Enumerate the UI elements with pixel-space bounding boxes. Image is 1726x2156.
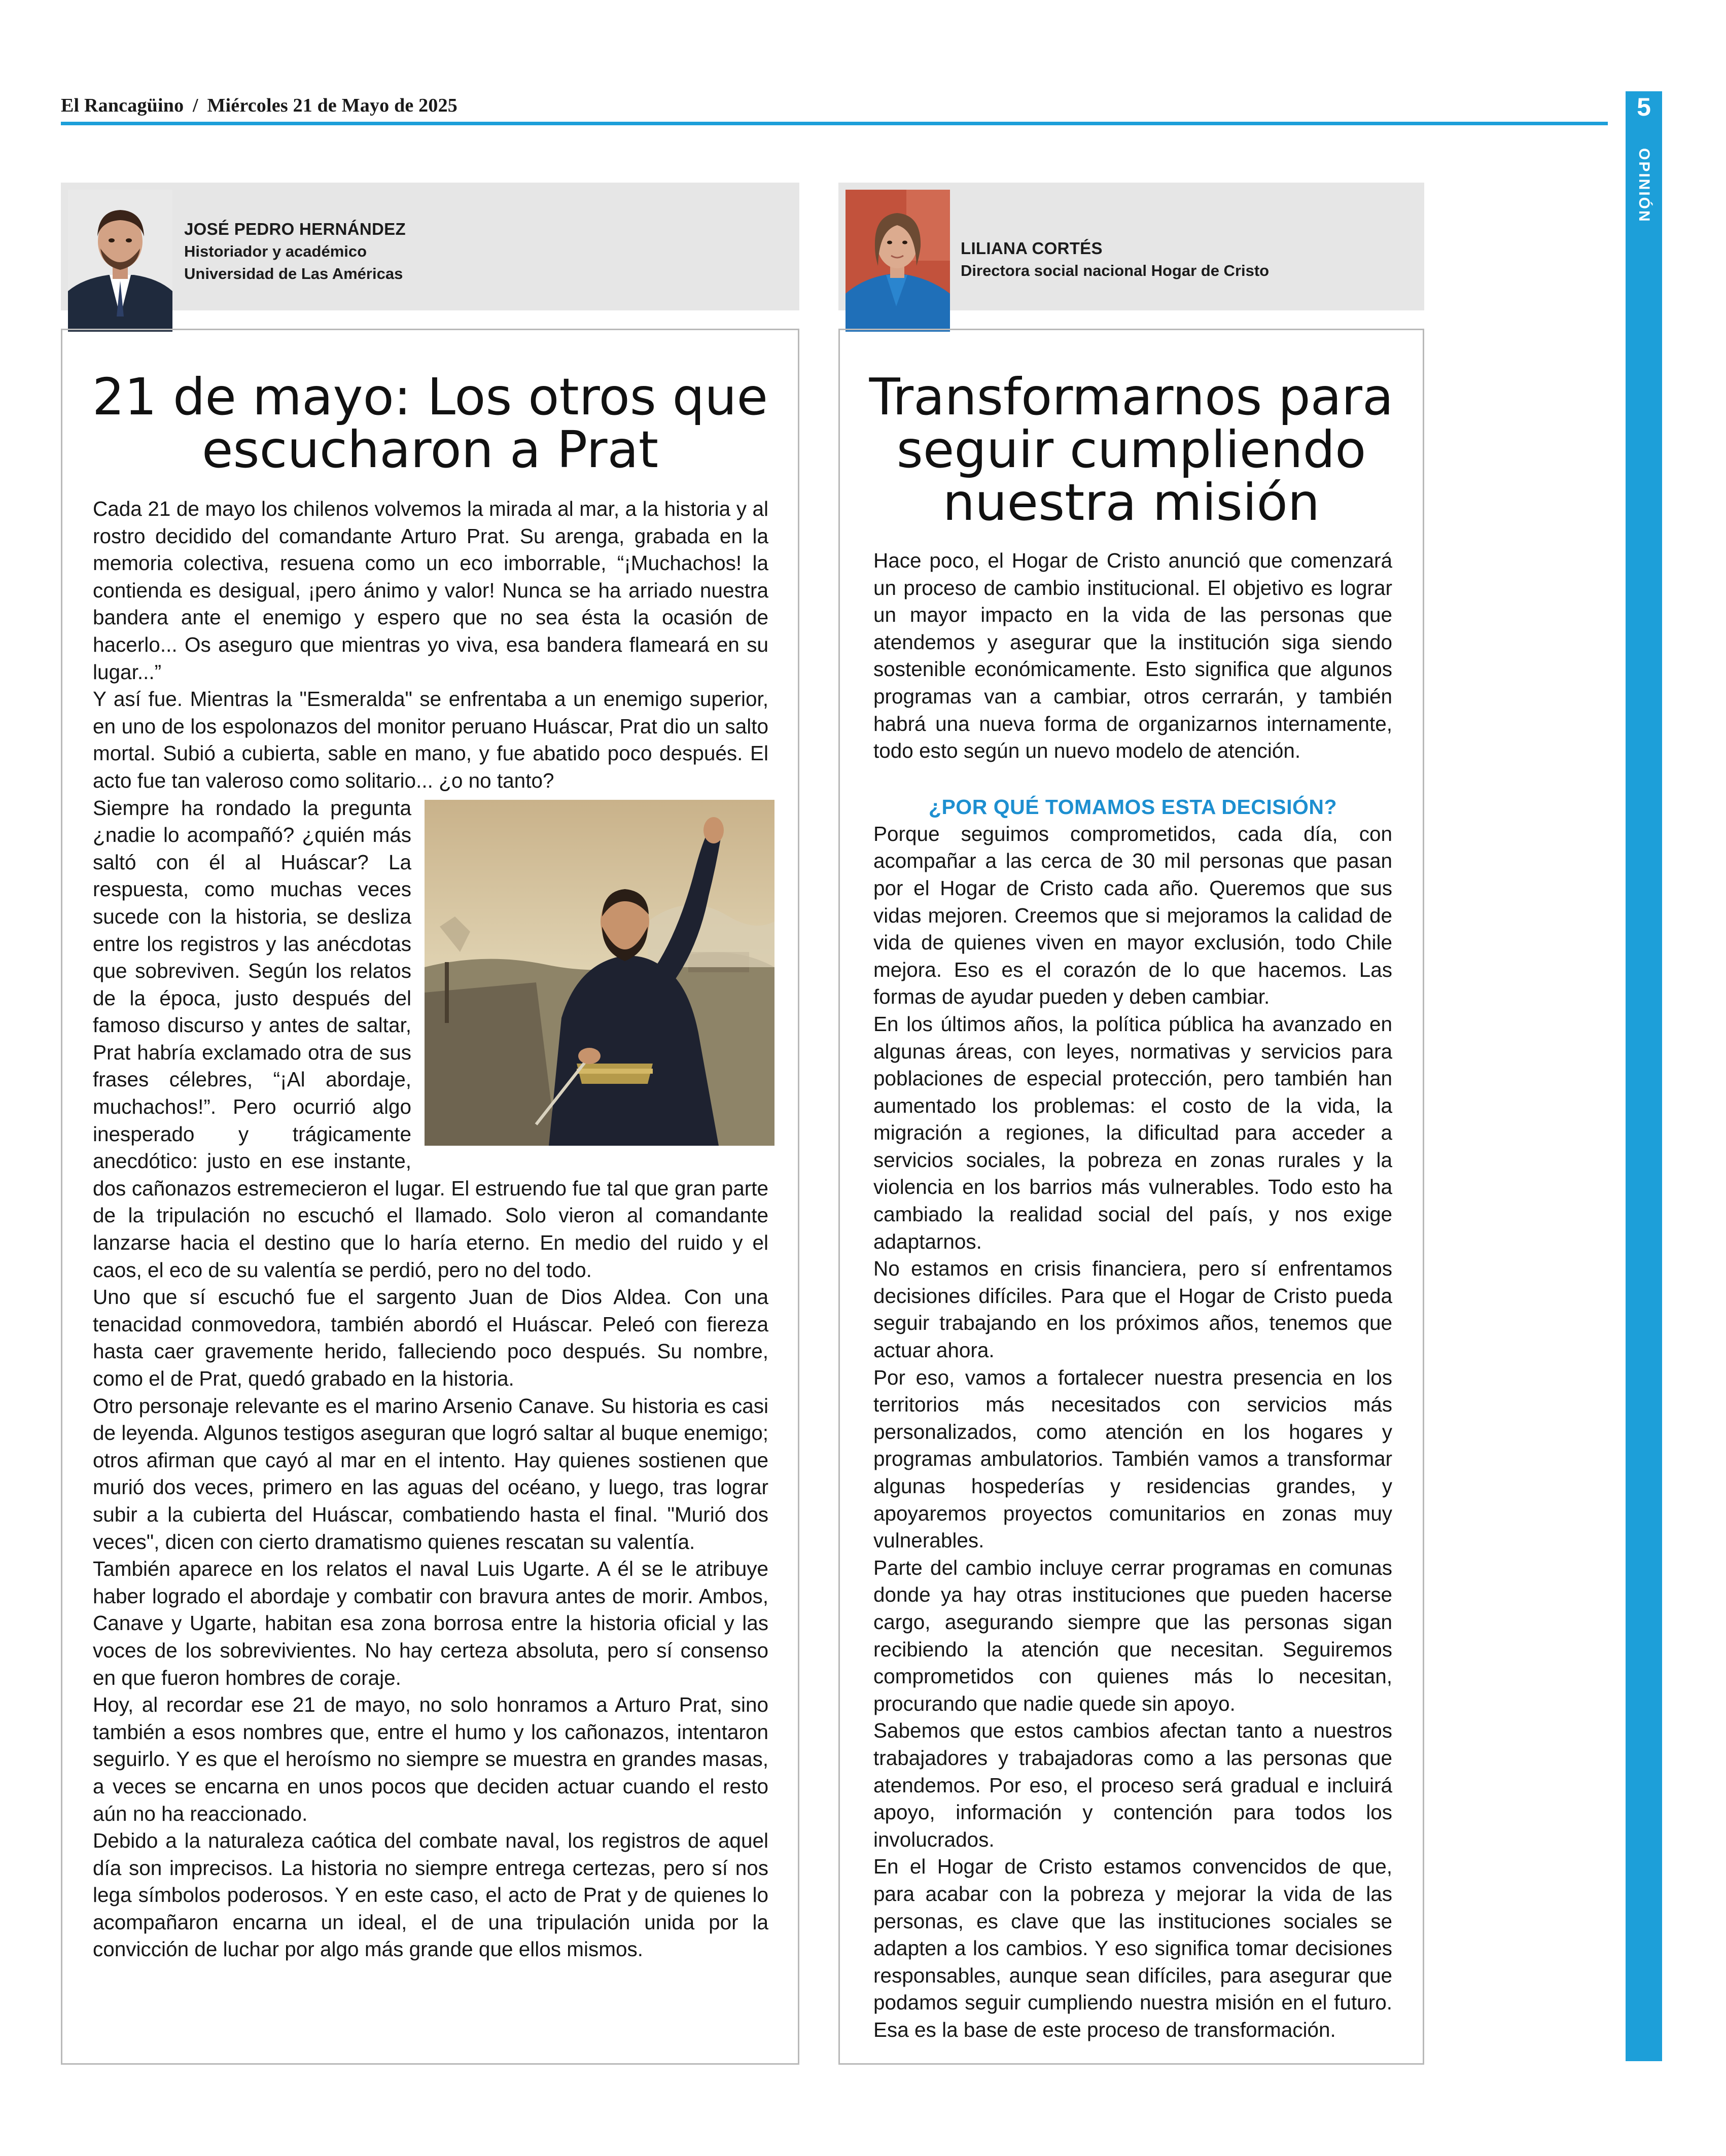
article-body: [840, 547, 1423, 2043]
section-side-bar: [1626, 91, 1662, 2061]
issue-date: Miércoles 21 de Mayo de 2025: [207, 95, 457, 116]
author-photo: [846, 190, 950, 332]
article-headline: 21 de mayo: Los otros que escucharon a Prat: [92, 367, 768, 479]
section-label: OPINIÓN: [1636, 148, 1652, 223]
author-credit: [961, 237, 1269, 282]
article-paragraph: Otro personaje relevante es el marino Arsenio Canave. Su historia es casi de leyenda. Algunos testigos aseguran que logró saltar al buque enemigo; otros afirman que cayó al mar en el intento. Hay quienes sostienen que murió dos veces, primero en las aguas del océano, y luego, tras lograr subir a la cubierta del Huáscar, combatiendo hasta el final. "Murió dos veces", dicen con cierto dramatismo quienes rescatan su valentía.: [93, 1394, 768, 1553]
author-role: Historiador y académico: [184, 242, 367, 260]
author-name: JOSÉ PEDRO HERNÁNDEZ: [184, 220, 406, 238]
newspaper-name: El Rancagüino: [61, 95, 184, 116]
article-paragraph: No estamos en crisis financiera, pero sí enfrentamos decisiones difíciles. Para que el Hogar de Cristo pueda seguir trabajando en los próximos años, tenemos que actuar ahora.: [873, 1257, 1392, 1362]
masthead: [61, 94, 457, 117]
article-paragraph: Y así fue. Mientras la "Esmeralda" se enfrentaba a un enemigo superior, en uno de los espolonazos del monitor peruano Huáscar, Prat dio un salto mortal. Subió a cubierta, sable en mano, y fue abatido poco después. El acto fue tan valeroso como solitario... ¿o no tanto?: [93, 687, 768, 792]
article-subhead: ¿POR QUÉ TOMAMOS ESTA DECISIÓN?: [928, 795, 1337, 819]
article-paragraph: También aparece en los relatos el naval Luis Ugarte. A él se le atribuye haber logrado el abordaje y combatir con bravura antes de morir. Ambos, Canave y Ugarte, habitan esa zona borrosa entre la historia oficial y las voces de los sobrevivientes. No hay certeza absoluta, pero sí consenso en que fueron hombres de coraje.: [93, 1557, 768, 1689]
left-opinion-column: [61, 183, 799, 1961]
right-opinion-column: [838, 183, 1424, 2041]
masthead-separator: /: [192, 95, 198, 116]
article-headline: Transformarnos para seguir cumpliendo nuestra misión: [869, 367, 1394, 532]
article-body: [62, 496, 798, 1963]
article-paragraph: Uno que sí escuchó fue el sargento Juan de Dios Aldea. Con una tenacidad conmovedora, también abordó el Huáscar. Peleó con fiereza hasta caer gravemente herido, falleciendo poco después. Su nombre, como el de Prat, quedó grabado en la historia.: [93, 1285, 768, 1390]
author-credit: [184, 218, 406, 285]
article-paragraph: Siempre ha rondado la pregunta ¿nadie lo acompañó? ¿quién más saltó con él al Huáscar? La respuesta, como muchas veces sucede con la historia, se desliza entre los registros y las anécdotas que sobreviven. Según los relatos de la época, justo después del famoso discurso y antes de saltar, Prat habría exclamado otra de sus frases célebres, “¡Al abordaje, muchachos!”. Pero ocurrió algo inesperado y trágicamente anecdótico: justo en ese instante, dos cañonazos estremecieron el lugar. El estruendo fue tal que gran parte de la tripulación no escuchó el llamado. Solo vieron al comandante lanzarse hacia el destino que lo haría eterno. En medio del ruido y el caos, el eco de su valentía se perdió, pero no del todo.: [93, 796, 768, 1282]
article-paragraph: En el Hogar de Cristo estamos convencidos de que, para acabar con la pobreza y mejorar la vida de las personas, es clave que las instituciones sociales se adapten a los cambios. Y eso significa tomar decisiones responsables, aunque sean difíciles, para asegurar que podamos seguir cumpliendo nuestra misión en el futuro. Esa es la base de este proceso de transformación.: [873, 1855, 1392, 2041]
article-paragraph: Debido a la naturaleza caótica del combate naval, los registros de aquel día son imprecisos. La historia no siempre entrega certezas, pero sí nos lega símbolos poderosos. Y en este caso, el acto de Prat y de quienes lo acompañaron encarna un ideal, el de una tripulación unida por la convicción de luchar por algo más grande que ellos mismos.: [93, 1829, 768, 1961]
article-paragraph: Parte del cambio incluye cerrar programas en comunas donde ya hay otras instituciones que pueden hacerse cargo, asegurando siempre que las personas sigan recibiendo la atención que necesitan. Seguiremos comprometidos con quienes más lo necesitan, procurando que nadie quede sin apoyo.: [873, 1556, 1392, 1715]
article-paragraph: Sabemos que estos cambios afectan tanto a nuestros trabajadores y trabajadoras como a las personas que atendemos. Por eso, el proceso será gradual e incluirá apoyo, información y contención para todos los involucrados.: [873, 1719, 1392, 1851]
author-institution: Universidad de Las Américas: [184, 265, 403, 282]
author-box: [838, 183, 1424, 310]
article-paragraph: En los últimos años, la política pública ha avanzado en algunas áreas, con leyes, normativas y servicios para poblaciones de especial protección, pero también han aumentado los problemas: el costo de la vida, la migración a regiones, la dificultad para acceder a servicios sociales, la pobreza en zonas rurales y la violencia en los barrios más vulnerables. Todo esto ha cambiado la realidad social del país, y nos exige adaptarnos.: [873, 1012, 1392, 1253]
article-paragraph: Por eso, vamos a fortalecer nuestra presencia en los territorios más necesitados con servicios más personalizados, como atención en los hogares y programas ambulatorios. También vamos a transformar algunas hospederías y residencias grandes, y apoyaremos proyectos comunitarios en zonas muy vulnerables.: [873, 1365, 1392, 1552]
article-paragraph: Cada 21 de mayo los chilenos volvemos la mirada al mar, a la historia y al rostro decidido del comandante Arturo Prat. Su arenga, grabada en la memoria colectiva, resuena como un eco imborrable, “¡Muchachos! la contienda es desigual, ¡pero ánimo y valor! Nunca se ha arriado nuestra bandera ante el enemigo y espero que no sea ésta la ocasión de hacerlo... Os aseguro que mientras yo viva, esa bandera flameará en su lugar...”: [93, 497, 768, 684]
author-name: LILIANA CORTÉS: [961, 239, 1103, 258]
author-box: [61, 183, 799, 310]
article-box: [838, 329, 1424, 2065]
article-box: [61, 329, 799, 2065]
author-photo: [68, 190, 172, 332]
article-paragraph: Porque seguimos comprometidos, cada día, con acompañar a las cerca de 30 mil personas que pasan por el Hogar de Cristo cada año. Queremos que sus vidas mejoren. Creemos que si mejoramos la calidad de vida de quienes viven en mayor exclusión, todo Chile mejora. Eso es el corazón de lo que hacemos. Las formas de ayudar pueden y deben cambiar.: [873, 822, 1392, 1009]
author-role: Directora social nacional Hogar de Cristo: [961, 262, 1270, 279]
article-intro-paragraph: Hace poco, el Hogar de Cristo anunció que comenzará un proceso de cambio institucional. El objetivo es lograr un mayor impacto en la vida de las personas que atendemos y asegurar que la institución siga siendo sostenible económicamente. Esto significa que algunos programas van a cambiar, otros cerrarán, y también habrá una nueva forma de organizarnos internamente, todo esto según un nuevo modelo de atención.: [873, 549, 1392, 763]
top-rule: [61, 122, 1608, 125]
page-number: 5: [1637, 93, 1651, 121]
article-paragraph: Hoy, al recordar ese 21 de mayo, no solo honramos a Arturo Prat, sino también a esos nombres que, entre el humo y los cañonazos, intentaron seguirlo. Y es que el heroísmo no siempre se muestra en grandes masas, a veces se encarna en unos pocos que deciden actuar cuando el resto aún no ha reaccionado.: [93, 1693, 768, 1825]
prat-painting-image: [425, 800, 774, 1146]
